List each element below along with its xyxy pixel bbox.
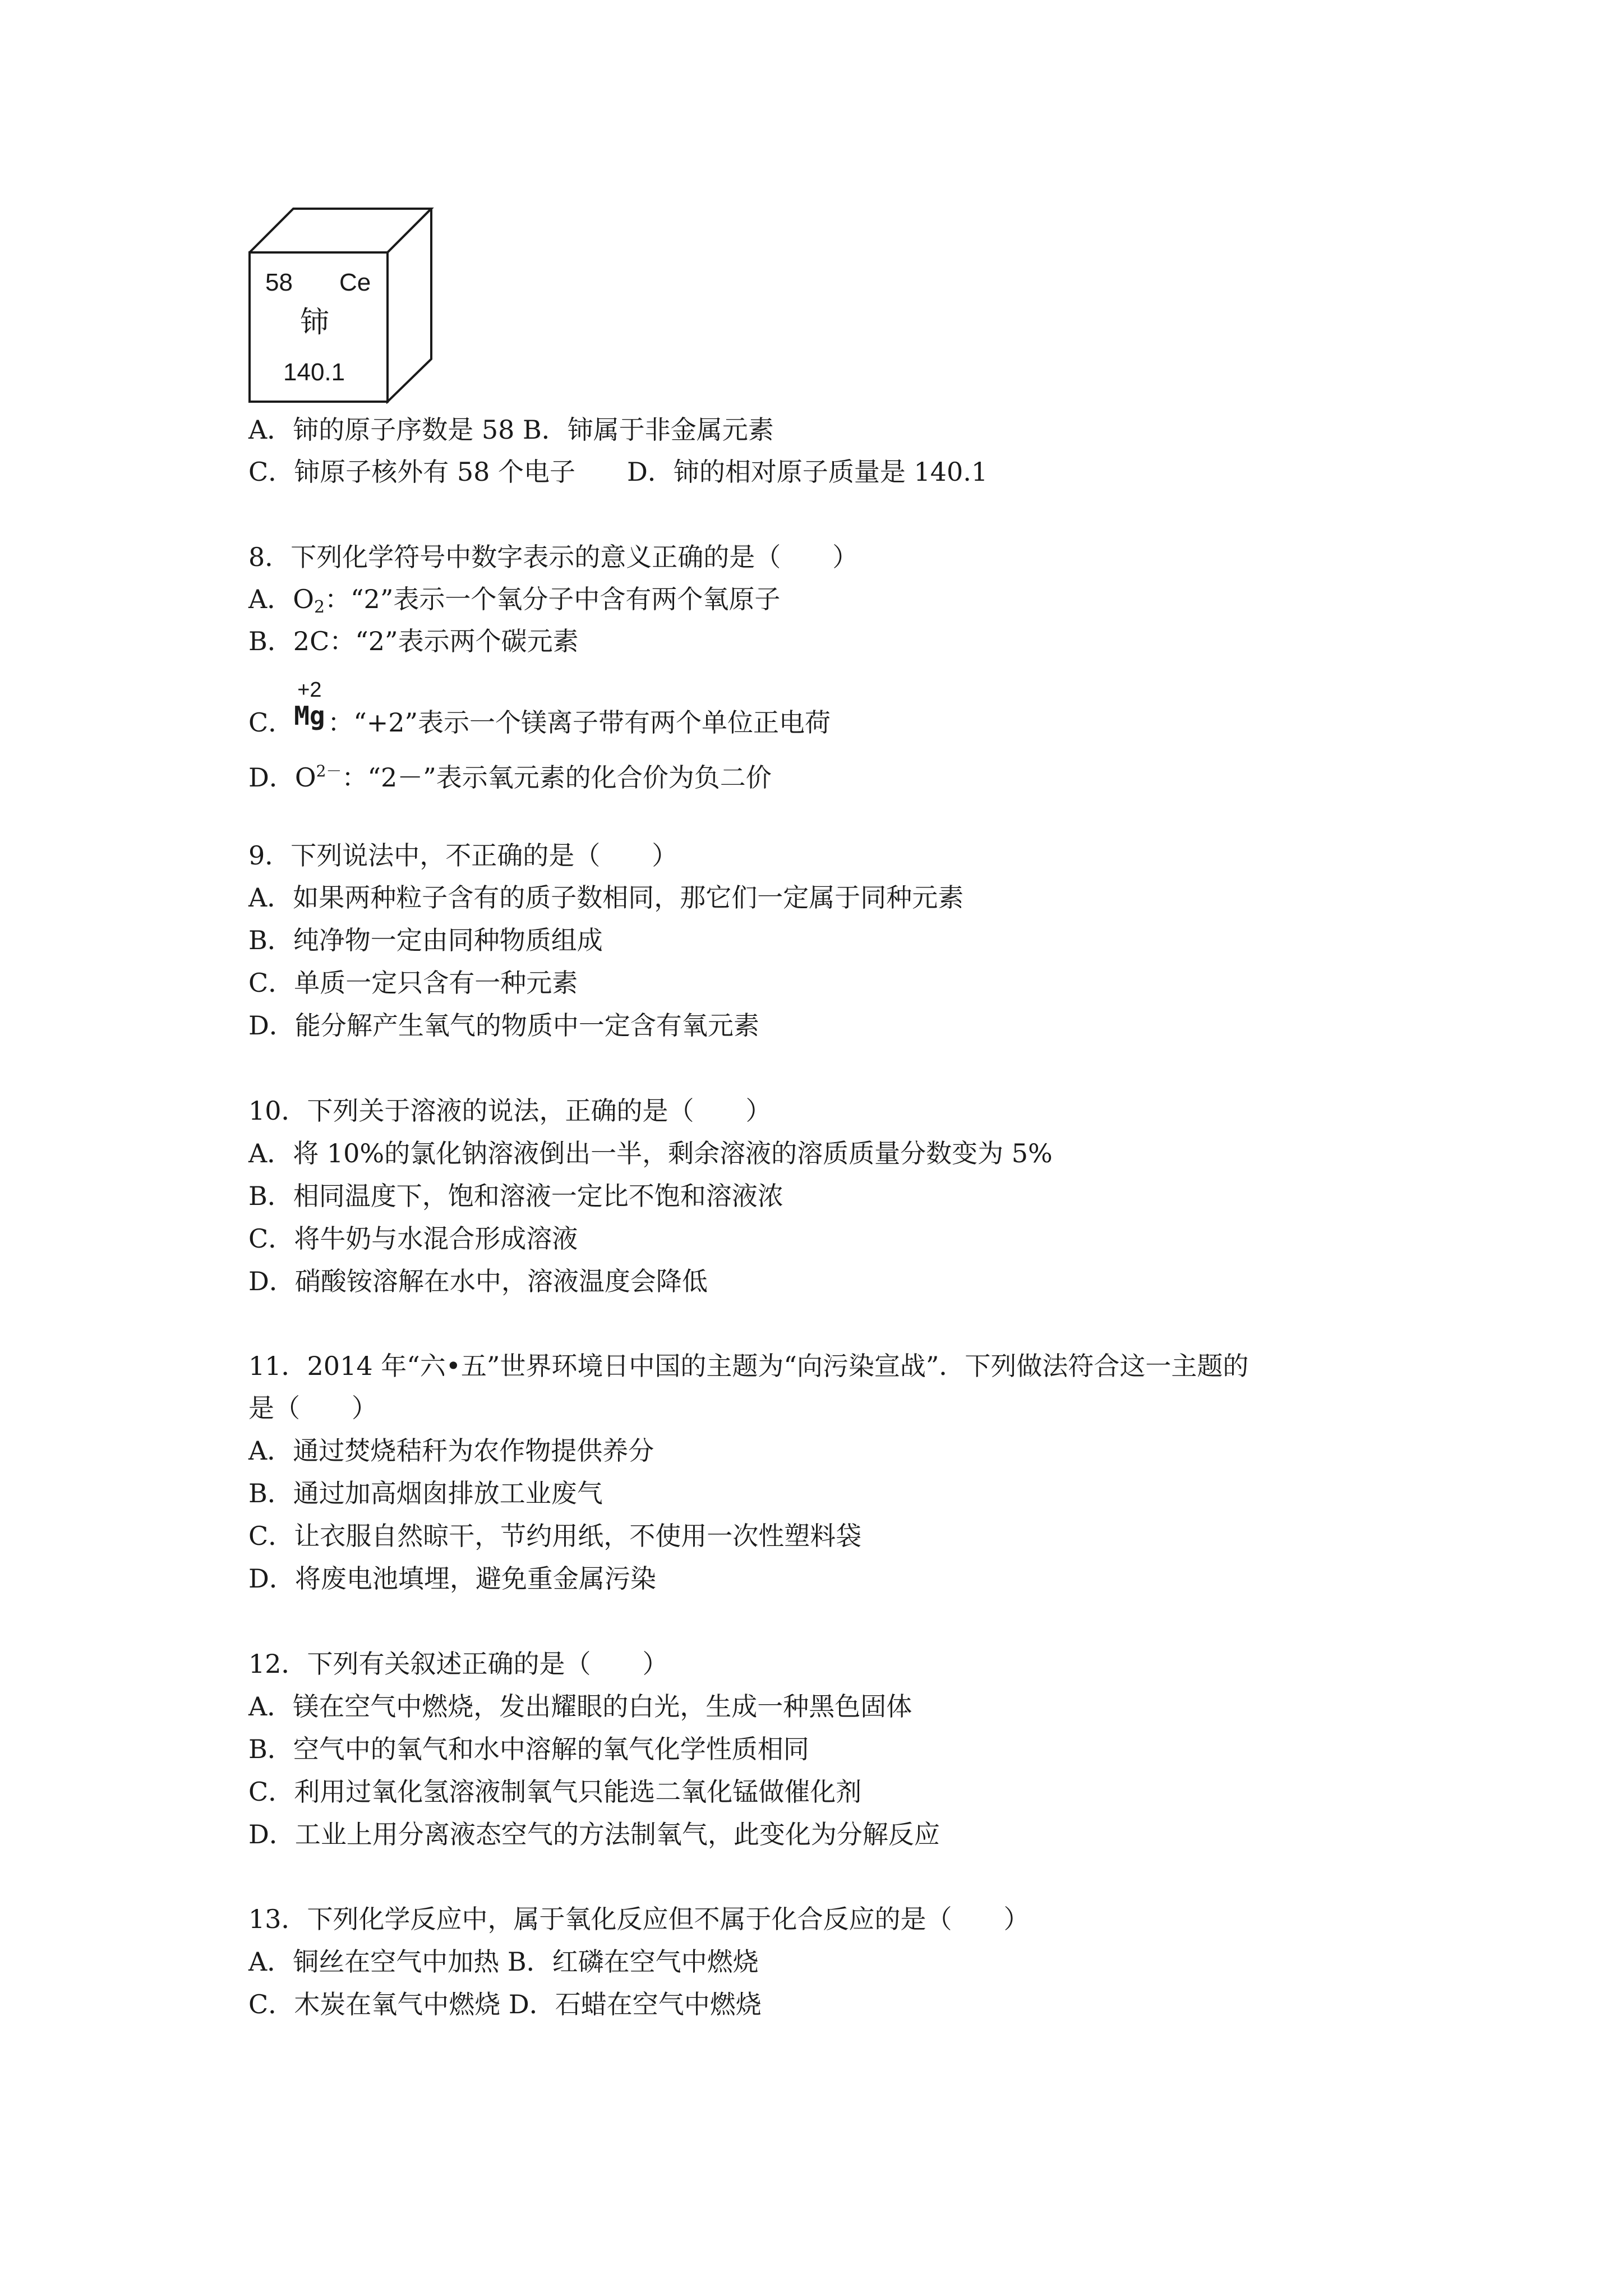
q11-stem-line-2: 是（ ） <box>248 1393 377 1423</box>
q10-option-b: B．相同温度下，饱和溶液一定比不饱和溶液浓 <box>248 1181 783 1211</box>
q10-stem: 10．下列关于溶液的说法，正确的是（ ） <box>248 1096 772 1126</box>
q8-option-c-text: ：“+2”表示一个镁离子带有两个单位正电荷 <box>328 707 831 738</box>
q8-option-c-prefix: C． <box>248 707 294 738</box>
q9-option-d: D．能分解产生氧气的物质中一定含有氧元素 <box>248 1010 759 1041</box>
q12-option-d: D．工业上用分离液态空气的方法制氧气，此变化为分解反应 <box>248 1819 940 1849</box>
q10-option-c: C．将牛奶与水混合形成溶液 <box>248 1223 578 1254</box>
q9-option-b: B．纯净物一定由同种物质组成 <box>248 925 603 955</box>
q8-option-c <box>248 678 831 738</box>
q8-option-a-prefix: A．O <box>248 584 314 614</box>
q13-options-line-2: C．木炭在氧气中燃烧 D．石蜡在空气中燃烧 <box>248 1989 762 2019</box>
q9-option-a: A．如果两种粒子含有的质子数相同，那它们一定属于同种元素 <box>248 882 964 913</box>
q8-option-d-text: ：“2－”表示氧元素的化合价为负二价 <box>342 762 772 793</box>
q8-mg-valence: +2 <box>297 678 322 702</box>
q8-option-d-prefix: D．O <box>248 762 316 793</box>
q8-option-d-superscript: 2－ <box>316 762 342 780</box>
element-name: 铈 <box>300 306 330 339</box>
q13-options-line-1: A．铜丝在空气中加热 B．红磷在空气中燃烧 <box>248 1947 759 1977</box>
q9-stem: 9．下列说法中，不正确的是（ ） <box>248 840 678 871</box>
q8-option-a-subscript: 2 <box>313 597 325 617</box>
q11-option-c: C．让衣服自然晾干，节约用纸，不使用一次性塑料袋 <box>248 1521 862 1551</box>
q12-option-b: B．空气中的氧气和水中溶解的氧气化学性质相同 <box>248 1734 809 1764</box>
q8-option-a-text: ：“2”表示一个氧分子中含有两个氧原子 <box>325 584 781 614</box>
q8-option-d <box>248 756 772 793</box>
q12-option-c: C．利用过氧化氢溶液制氧气只能选二氧化锰做催化剂 <box>248 1777 862 1807</box>
q10-option-d: D．硝酸铵溶解在水中，溶液温度会降低 <box>248 1266 708 1296</box>
q10-option-a: A．将 10%的氯化钠溶液倒出一半，剩余溶液的溶质质量分数变为 5% <box>248 1138 1053 1168</box>
q11-option-a: A．通过焚烧秸秆为农作物提供养分 <box>248 1435 654 1466</box>
q12-option-a: A．镁在空气中燃烧，发出耀眼的白光，生成一种黑色固体 <box>248 1691 912 1722</box>
q8-option-b: B．2C：“2”表示两个碳元素 <box>248 626 579 656</box>
element-atomic-number: 58 <box>265 269 293 296</box>
q7-options-line-2: C．铈原子核外有 58 个电子 D．铈的相对原子质量是 140.1 <box>248 457 988 487</box>
q7-options-line-1: A．铈的原子序数是 58 B．铈属于非金属元素 <box>248 415 774 445</box>
q11-option-b: B．通过加高烟囱排放工业废气 <box>248 1478 603 1508</box>
cerium-element-tile-figure <box>248 208 439 404</box>
q8-stem: 8．下列化学符号中数字表示的意义正确的是（ ） <box>248 542 859 572</box>
q9-option-c: C．单质一定只含有一种元素 <box>248 968 578 998</box>
element-symbol: Ce <box>339 269 371 296</box>
q8-option-a <box>248 583 780 623</box>
q11-option-d: D．将废电池填埋，避免重金属污染 <box>248 1563 656 1594</box>
q12-stem: 12．下列有关叙述正确的是（ ） <box>248 1649 668 1679</box>
q13-stem: 13．下列化学反应中，属于氧化反应但不属于化合反应的是（ ） <box>248 1904 1030 1934</box>
q11-stem-line-1: 11．2014 年“六•五”世界环境日中国的主题为“向污染宣战”．下列做法符合这一主题的 <box>248 1351 1249 1381</box>
element-mass: 140.1 <box>283 358 345 386</box>
q8-mg-valence-symbol <box>294 678 328 731</box>
q8-mg-symbol: Mg <box>294 701 325 731</box>
